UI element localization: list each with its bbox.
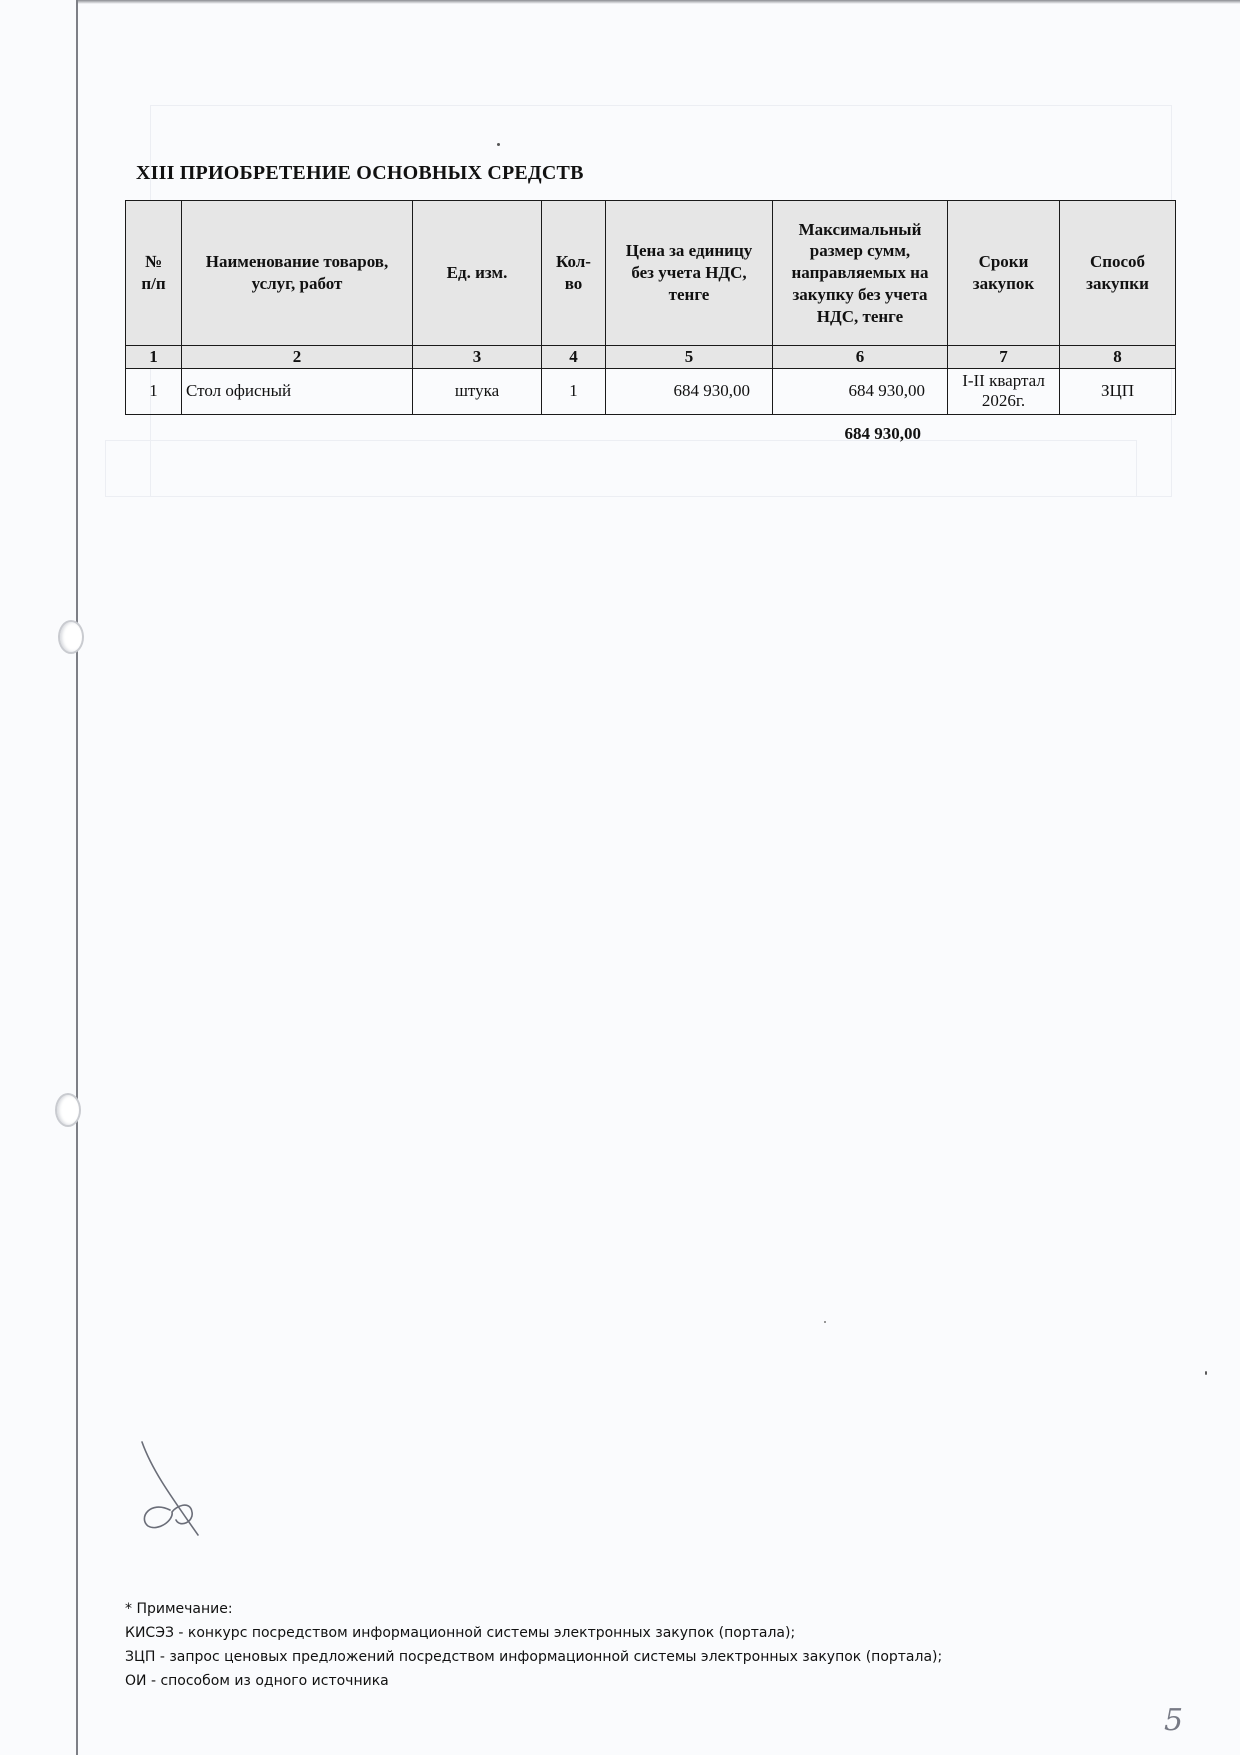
scan-speck <box>1205 1371 1207 1375</box>
page-number-text: 5 <box>1164 1703 1184 1736</box>
header-cell-unit <box>413 201 542 346</box>
header-cell-unit-price <box>606 201 773 346</box>
cell-period <box>948 368 1060 414</box>
footnote-line: КИСЭЗ - конкурс посредством информационной системы электронных закупок (портала); <box>125 1625 796 1641</box>
cell-number: 1 <box>126 368 182 414</box>
header-text: Наименование товаров, <box>205 252 389 272</box>
section-title: XIII ПРИОБРЕТЕНИЕ ОСНОВНЫХ СРЕДСТВ <box>136 162 584 184</box>
header-text: размер сумм, <box>809 241 911 261</box>
cell-method: ЗЦП <box>1060 368 1176 414</box>
column-number: 6 <box>773 346 948 369</box>
scan-speck <box>824 1321 826 1323</box>
header-text: Сроки <box>978 252 1029 272</box>
column-number: 4 <box>542 346 606 369</box>
header-text: Кол- <box>556 252 591 272</box>
cell-quantity: 1 <box>542 368 606 414</box>
footnote-line: ЗЦП - запрос ценовых предложений посредством информационной системы электронных закупок (портала); <box>125 1649 943 1665</box>
header-text: НДС, тенге <box>816 306 904 326</box>
paper-top-edge <box>76 0 1240 4</box>
header-cell-quantity <box>542 201 606 346</box>
footnote <box>125 1597 942 1693</box>
header-text: направляемых на <box>791 263 929 283</box>
header-text: закупку без учета <box>792 284 928 304</box>
procurement-table <box>125 200 1176 415</box>
header-cell-max-sum <box>773 201 948 346</box>
header-text: Максимальный <box>798 219 922 239</box>
period-line: 2026г. <box>981 391 1026 411</box>
header-text: Способ <box>1089 252 1146 272</box>
header-text: Ед. изм. <box>446 263 508 283</box>
header-text: закупки <box>1086 274 1149 293</box>
header-cell-number <box>126 201 182 346</box>
footnote-heading: * Примечание: <box>125 1601 233 1617</box>
cell-unit-price: 684 930,00 <box>606 368 773 414</box>
header-text: услуг, работ <box>251 274 343 293</box>
cell-unit: штука <box>413 368 542 414</box>
column-number: 1 <box>126 346 182 369</box>
header-text: во <box>564 274 583 293</box>
punch-hole <box>58 620 84 654</box>
column-number: 5 <box>606 346 773 369</box>
header-text: закупок <box>972 274 1035 293</box>
table-header-row <box>126 201 1176 346</box>
scan-speck <box>497 143 500 146</box>
paper-left-edge <box>76 0 78 1755</box>
header-text: тенге <box>668 284 710 304</box>
column-number: 8 <box>1060 346 1176 369</box>
punch-hole <box>55 1093 81 1127</box>
table-total: 684 930,00 <box>844 424 921 443</box>
header-text: № <box>144 252 163 272</box>
column-number: 3 <box>413 346 542 369</box>
header-cell-method <box>1060 201 1176 346</box>
header-cell-period <box>948 201 1060 346</box>
period-line: I-II квартал <box>962 370 1045 390</box>
signature-mark <box>130 1440 230 1550</box>
column-number-row <box>126 346 1176 369</box>
footnote-line: ОИ - способом из одного источника <box>125 1673 389 1689</box>
header-text: без учета НДС, <box>631 263 747 283</box>
cell-max-sum: 684 930,00 <box>773 368 948 414</box>
header-text: п/п <box>141 274 166 293</box>
handwritten-page-number <box>1160 1700 1200 1736</box>
column-number: 7 <box>948 346 1060 369</box>
bleed-through-shadow <box>105 440 1137 497</box>
cell-name: Стол офисный <box>182 368 413 414</box>
header-cell-name <box>182 201 413 346</box>
column-number: 2 <box>182 346 413 369</box>
table-row <box>126 368 1176 414</box>
header-text: Цена за единицу <box>625 241 753 261</box>
